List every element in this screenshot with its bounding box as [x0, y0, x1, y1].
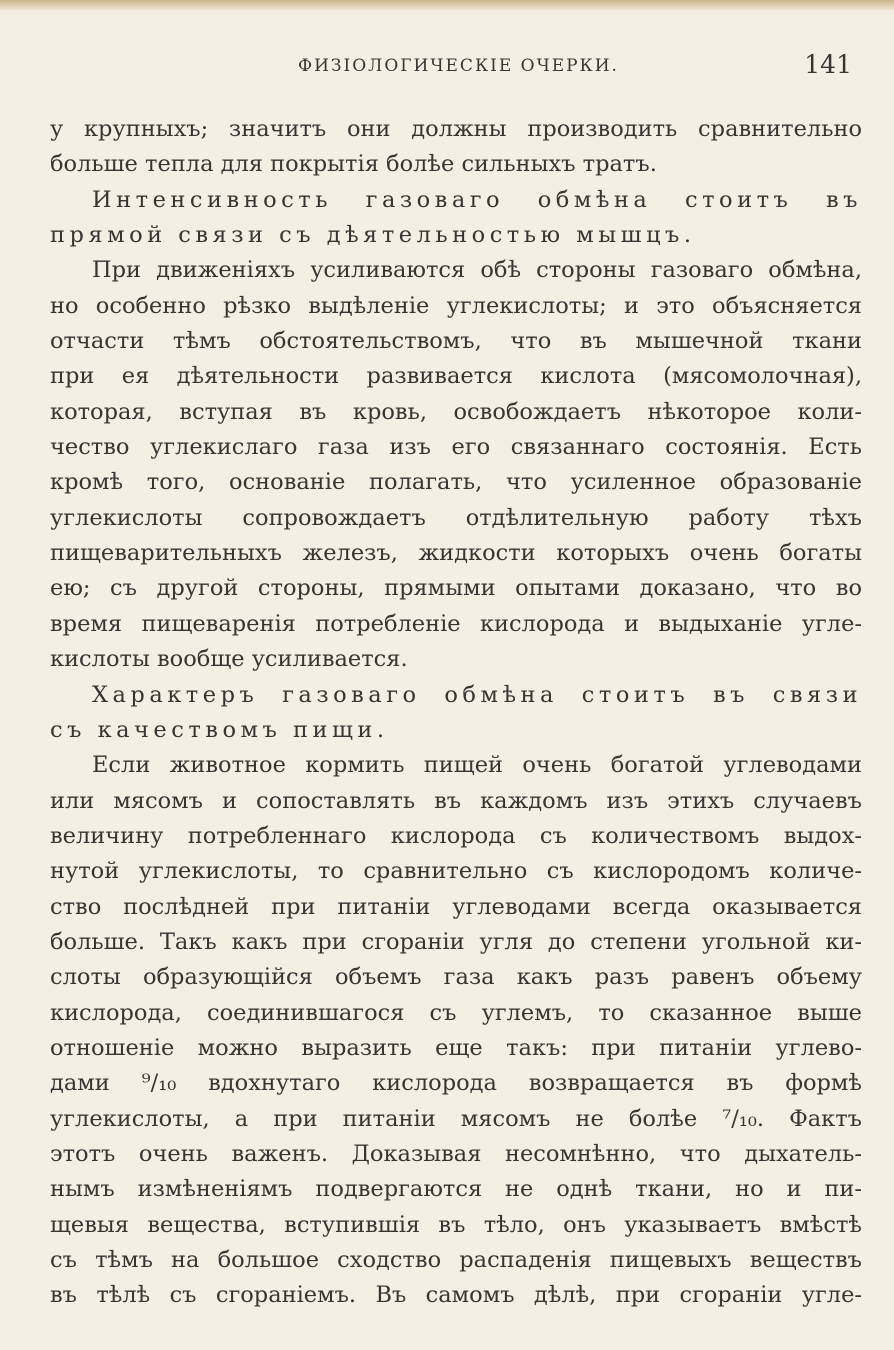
text-line: Характеръ газоваго обмѣна стоитъ въ связи	[92, 681, 862, 708]
text-line: пищеварительныхъ железъ, жидкости которыхъ очень богаты	[50, 540, 862, 567]
text-line: слоты образующiйся объемъ газа какъ разъ равенъ объему	[50, 964, 862, 991]
text-line: у крупныхъ; значитъ они должны производить сравнительно	[50, 116, 862, 142]
text-line: Интенсивность газоваго обмѣна стоитъ въ	[92, 186, 862, 213]
text-line: углекислоты сопровождаетъ отдѣлительную работу тѣхъ	[50, 504, 862, 531]
text-line: прямой связи съ дѣятельностью мышцъ.	[50, 222, 696, 249]
text-line: углекислоты, а при питанiи мясомъ не болѣе ⁷/₁₀. Фактъ	[50, 1105, 862, 1132]
text-line: кислорода, соединившагося съ углемъ, то сказанное выше	[50, 999, 862, 1026]
text-line: нымъ измѣненiямъ подвергаются не однѣ ткани, но и пи-	[50, 1176, 862, 1203]
text-line: Если животное кормить пищей очень богатой углеводами	[92, 752, 862, 779]
text-line: съ тѣмъ на большое сходство распаденiя пищевыхъ веществъ	[50, 1247, 862, 1273]
page-number: 141	[804, 50, 852, 79]
text-line: отношенiе можно выразить еще такъ: при питанiи углево-	[50, 1034, 862, 1061]
text-line: или мясомъ и сопоставлять въ каждомъ изъ этихъ случаевъ	[50, 787, 862, 814]
text-line: нутой углекислоты, то сравнительно съ кислородомъ количе-	[50, 858, 862, 885]
text-line: кислоты вообще усиливается.	[50, 646, 408, 673]
text-line: больше тепла для покрытiя болѣе сильныхъ тратъ.	[50, 151, 657, 178]
text-line: съ качествомъ пищи.	[50, 716, 389, 743]
text-line: щевыя вещества, вступившiя въ тѣло, онъ указываетъ вмѣстѣ	[50, 1211, 862, 1238]
text-line: при ея дѣятельности развивается кислота (мясомолочная),	[50, 363, 862, 390]
text-line: кромѣ того, основанiе полагать, что усиленное образованiе	[50, 469, 862, 496]
running-head	[50, 50, 858, 84]
text-line: въ тѣлѣ съ сгоранiемъ. Въ самомъ дѣлѣ, при сгоранiи угле-	[50, 1282, 862, 1309]
text-line: дами ⁹/₁₀ вдохнутаго кислорода возвращается въ формѣ	[50, 1070, 862, 1097]
text-line: больше. Такъ какъ при сгоранiи угля до степени угольной ки-	[50, 928, 862, 955]
body-text	[50, 112, 862, 1314]
text-line: которая, вступая въ кровь, освобождаетъ нѣкоторое коли-	[50, 398, 862, 425]
text-line: чество углекислаго газа изъ его связаннаго состоянiя. Есть	[50, 434, 862, 461]
text-line: этотъ очень важенъ. Доказывая несомнѣнно, что дыхатель-	[50, 1140, 862, 1167]
text-line: величину потребленнаго кислорода съ количествомъ выдох-	[50, 822, 862, 849]
text-line: но особенно рѣзко выдѣленiе углекислоты; и это объясняется	[50, 292, 862, 319]
text-line: ею; съ другой стороны, прямыми опытами доказано, что во	[50, 575, 862, 602]
text-line: время пищеваренiя потребленiе кислорода и выдыханiе угле-	[50, 610, 862, 637]
text-line: отчасти тѣмъ обстоятельствомъ, что въ мышечной ткани	[50, 328, 862, 355]
text-line: При движенiяхъ усиливаются обѣ стороны газоваго обмѣна,	[92, 257, 862, 284]
page-top-edge	[0, 0, 894, 10]
text-line: ство послѣдней при питанiи углеводами всегда оказывается	[50, 893, 862, 920]
running-title: ФИЗIОЛОГИЧЕСКIЕ ОЧЕРКИ.	[298, 56, 619, 76]
